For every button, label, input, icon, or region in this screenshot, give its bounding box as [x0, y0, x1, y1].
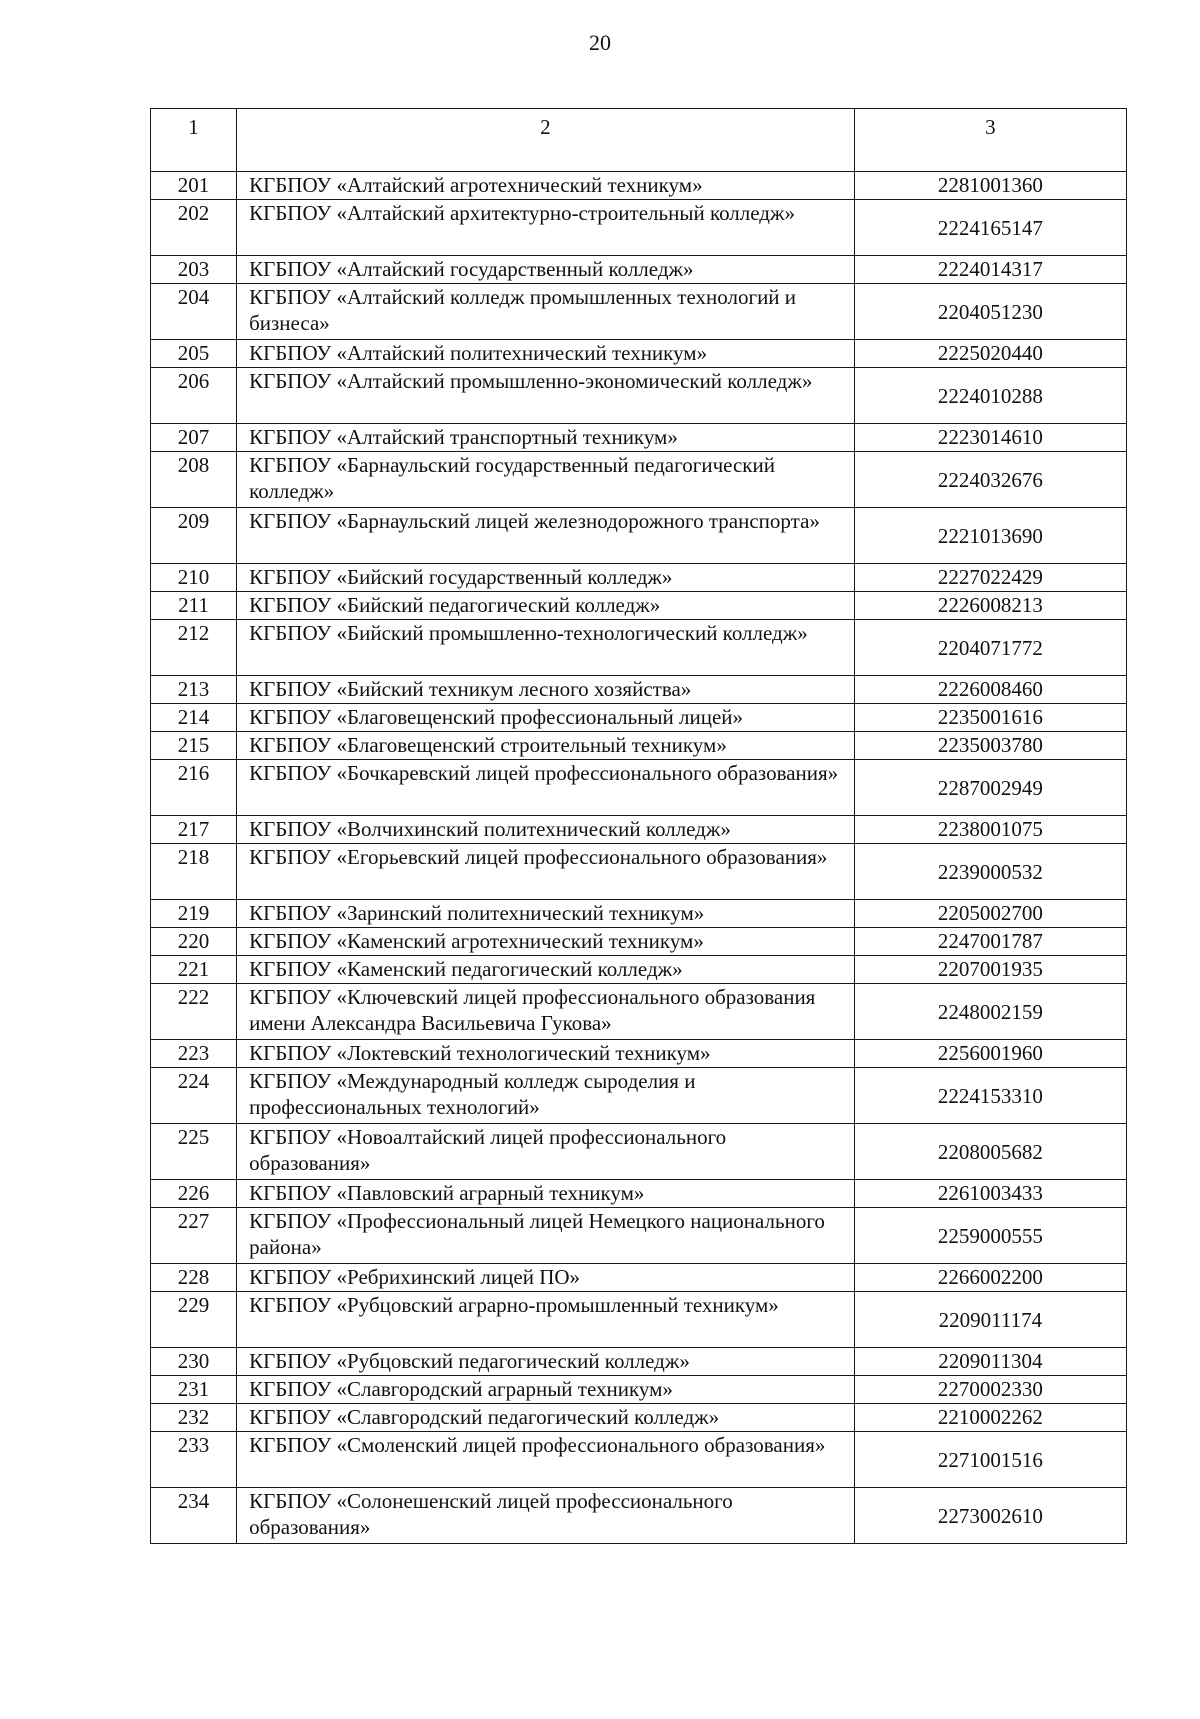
organization-name: КГБПОУ «Алтайский архитектурно-строительный колледж» [237, 200, 855, 256]
table-row [151, 424, 1127, 452]
table-row [151, 340, 1127, 368]
organization-name: КГБПОУ «Славгородский аграрный техникум» [237, 1376, 855, 1404]
organization-name: КГБПОУ «Благовещенский профессиональный лицей» [237, 704, 855, 732]
organization-name: КГБПОУ «Солонешенский лицей профессионального образования» [237, 1488, 855, 1544]
organization-name: КГБПОУ «Международный колледж сыроделия и профессиональных технологий» [237, 1068, 855, 1124]
inn-value: 2209011304 [854, 1348, 1126, 1376]
inn-value: 2208005682 [854, 1124, 1126, 1180]
header-col-2: 2 [237, 109, 855, 172]
row-number: 227 [151, 1208, 237, 1264]
table-row [151, 1068, 1127, 1124]
inn-value: 2226008460 [854, 676, 1126, 704]
table-row [151, 844, 1127, 900]
row-number: 217 [151, 816, 237, 844]
table-row [151, 1376, 1127, 1404]
row-number: 207 [151, 424, 237, 452]
table-row [151, 1264, 1127, 1292]
organization-name: КГБПОУ «Заринский политехнический техникум» [237, 900, 855, 928]
table-row [151, 452, 1127, 508]
organization-name: КГБПОУ «Бийский промышленно-технологический колледж» [237, 620, 855, 676]
inn-value: 2238001075 [854, 816, 1126, 844]
row-number: 219 [151, 900, 237, 928]
inn-value: 2224165147 [854, 200, 1126, 256]
inn-value: 2227022429 [854, 564, 1126, 592]
inn-value: 2204071772 [854, 620, 1126, 676]
inn-value: 2224010288 [854, 368, 1126, 424]
table-row [151, 284, 1127, 340]
organization-name: КГБПОУ «Алтайский промышленно-экономический колледж» [237, 368, 855, 424]
header-col-1: 1 [151, 109, 237, 172]
inn-value: 2224032676 [854, 452, 1126, 508]
inn-value: 2210002262 [854, 1404, 1126, 1432]
organization-name: КГБПОУ «Ключевский лицей профессионального образования имени Александра Васильевича Гукова» [237, 984, 855, 1040]
table-row [151, 1292, 1127, 1348]
organization-name: КГБПОУ «Алтайский колледж промышленных технологий и бизнеса» [237, 284, 855, 340]
inn-value: 2207001935 [854, 956, 1126, 984]
row-number: 204 [151, 284, 237, 340]
inn-value: 2256001960 [854, 1040, 1126, 1068]
organization-name: КГБПОУ «Барнаульский государственный педагогический колледж» [237, 452, 855, 508]
table-row [151, 1404, 1127, 1432]
inn-value: 2261003433 [854, 1180, 1126, 1208]
table-row [151, 928, 1127, 956]
organization-name: КГБПОУ «Егорьевский лицей профессионального образования» [237, 844, 855, 900]
table-row [151, 1488, 1127, 1544]
organization-name: КГБПОУ «Каменский агротехнический техникум» [237, 928, 855, 956]
organization-name: КГБПОУ «Бийский техникум лесного хозяйства» [237, 676, 855, 704]
row-number: 222 [151, 984, 237, 1040]
table-row [151, 1040, 1127, 1068]
inn-value: 2209011174 [854, 1292, 1126, 1348]
inn-value: 2266002200 [854, 1264, 1126, 1292]
organization-name: КГБПОУ «Ребрихинский лицей ПО» [237, 1264, 855, 1292]
inn-value: 2224153310 [854, 1068, 1126, 1124]
organization-name: КГБПОУ «Каменский педагогический колледж» [237, 956, 855, 984]
inn-value: 2281001360 [854, 172, 1126, 200]
organization-name: КГБПОУ «Благовещенский строительный техникум» [237, 732, 855, 760]
row-number: 211 [151, 592, 237, 620]
organization-name: КГБПОУ «Смоленский лицей профессионального образования» [237, 1432, 855, 1488]
table-row [151, 956, 1127, 984]
inn-value: 2239000532 [854, 844, 1126, 900]
row-number: 203 [151, 256, 237, 284]
organization-name: КГБПОУ «Барнаульский лицей железнодорожного транспорта» [237, 508, 855, 564]
organization-name: КГБПОУ «Алтайский политехнический техникум» [237, 340, 855, 368]
row-number: 214 [151, 704, 237, 732]
table-row [151, 200, 1127, 256]
table-row [151, 900, 1127, 928]
table-row [151, 816, 1127, 844]
inn-value: 2287002949 [854, 760, 1126, 816]
table-row [151, 1348, 1127, 1376]
table-row [151, 1208, 1127, 1264]
inn-value: 2248002159 [854, 984, 1126, 1040]
table-row [151, 620, 1127, 676]
row-number: 215 [151, 732, 237, 760]
organization-name: КГБПОУ «Рубцовский аграрно-промышленный техникум» [237, 1292, 855, 1348]
inn-value: 2223014610 [854, 424, 1126, 452]
row-number: 213 [151, 676, 237, 704]
row-number: 205 [151, 340, 237, 368]
row-number: 231 [151, 1376, 237, 1404]
organization-name: КГБПОУ «Бийский педагогический колледж» [237, 592, 855, 620]
table-header-row [151, 109, 1127, 172]
organization-name: КГБПОУ «Павловский аграрный техникум» [237, 1180, 855, 1208]
table-row [151, 172, 1127, 200]
table-row [151, 676, 1127, 704]
row-number: 212 [151, 620, 237, 676]
inn-value: 2271001516 [854, 1432, 1126, 1488]
row-number: 225 [151, 1124, 237, 1180]
row-number: 226 [151, 1180, 237, 1208]
inn-value: 2221013690 [854, 508, 1126, 564]
row-number: 201 [151, 172, 237, 200]
table-row [151, 732, 1127, 760]
row-number: 220 [151, 928, 237, 956]
organization-name: КГБПОУ «Профессиональный лицей Немецкого национального района» [237, 1208, 855, 1264]
inn-value: 2204051230 [854, 284, 1126, 340]
row-number: 224 [151, 1068, 237, 1124]
table-row [151, 984, 1127, 1040]
row-number: 229 [151, 1292, 237, 1348]
row-number: 209 [151, 508, 237, 564]
page-number: 20 [589, 30, 611, 55]
table-row [151, 1432, 1127, 1488]
inn-value: 2273002610 [854, 1488, 1126, 1544]
row-number: 223 [151, 1040, 237, 1068]
row-number: 216 [151, 760, 237, 816]
row-number: 206 [151, 368, 237, 424]
table-row [151, 508, 1127, 564]
inn-value: 2247001787 [854, 928, 1126, 956]
inn-value: 2270002330 [854, 1376, 1126, 1404]
organization-name: КГБПОУ «Рубцовский педагогический колледж» [237, 1348, 855, 1376]
organization-name: КГБПОУ «Бочкаревский лицей профессионального образования» [237, 760, 855, 816]
row-number: 234 [151, 1488, 237, 1544]
organization-name: КГБПОУ «Алтайский транспортный техникум» [237, 424, 855, 452]
table-row [151, 592, 1127, 620]
row-number: 230 [151, 1348, 237, 1376]
inn-value: 2235001616 [854, 704, 1126, 732]
inn-value: 2224014317 [854, 256, 1126, 284]
table-row [151, 704, 1127, 732]
row-number: 208 [151, 452, 237, 508]
organization-name: КГБПОУ «Алтайский государственный колледж» [237, 256, 855, 284]
organization-name: КГБПОУ «Волчихинский политехнический колледж» [237, 816, 855, 844]
table-row [151, 256, 1127, 284]
organization-name: КГБПОУ «Локтевский технологический техникум» [237, 1040, 855, 1068]
table-row [151, 1124, 1127, 1180]
row-number: 221 [151, 956, 237, 984]
organization-name: КГБПОУ «Алтайский агротехнический техникум» [237, 172, 855, 200]
organization-name: КГБПОУ «Новоалтайский лицей профессионального образования» [237, 1124, 855, 1180]
row-number: 218 [151, 844, 237, 900]
row-number: 228 [151, 1264, 237, 1292]
inn-value: 2226008213 [854, 592, 1126, 620]
organizations-table [150, 108, 1127, 1544]
row-number: 202 [151, 200, 237, 256]
inn-value: 2235003780 [854, 732, 1126, 760]
table-row [151, 760, 1127, 816]
row-number: 210 [151, 564, 237, 592]
table-row [151, 1180, 1127, 1208]
table-row [151, 368, 1127, 424]
header-col-3: 3 [854, 109, 1126, 172]
inn-value: 2259000555 [854, 1208, 1126, 1264]
inn-value: 2205002700 [854, 900, 1126, 928]
row-number: 232 [151, 1404, 237, 1432]
row-number: 233 [151, 1432, 237, 1488]
organization-name: КГБПОУ «Славгородский педагогический колледж» [237, 1404, 855, 1432]
inn-value: 2225020440 [854, 340, 1126, 368]
table-row [151, 564, 1127, 592]
organization-name: КГБПОУ «Бийский государственный колледж» [237, 564, 855, 592]
